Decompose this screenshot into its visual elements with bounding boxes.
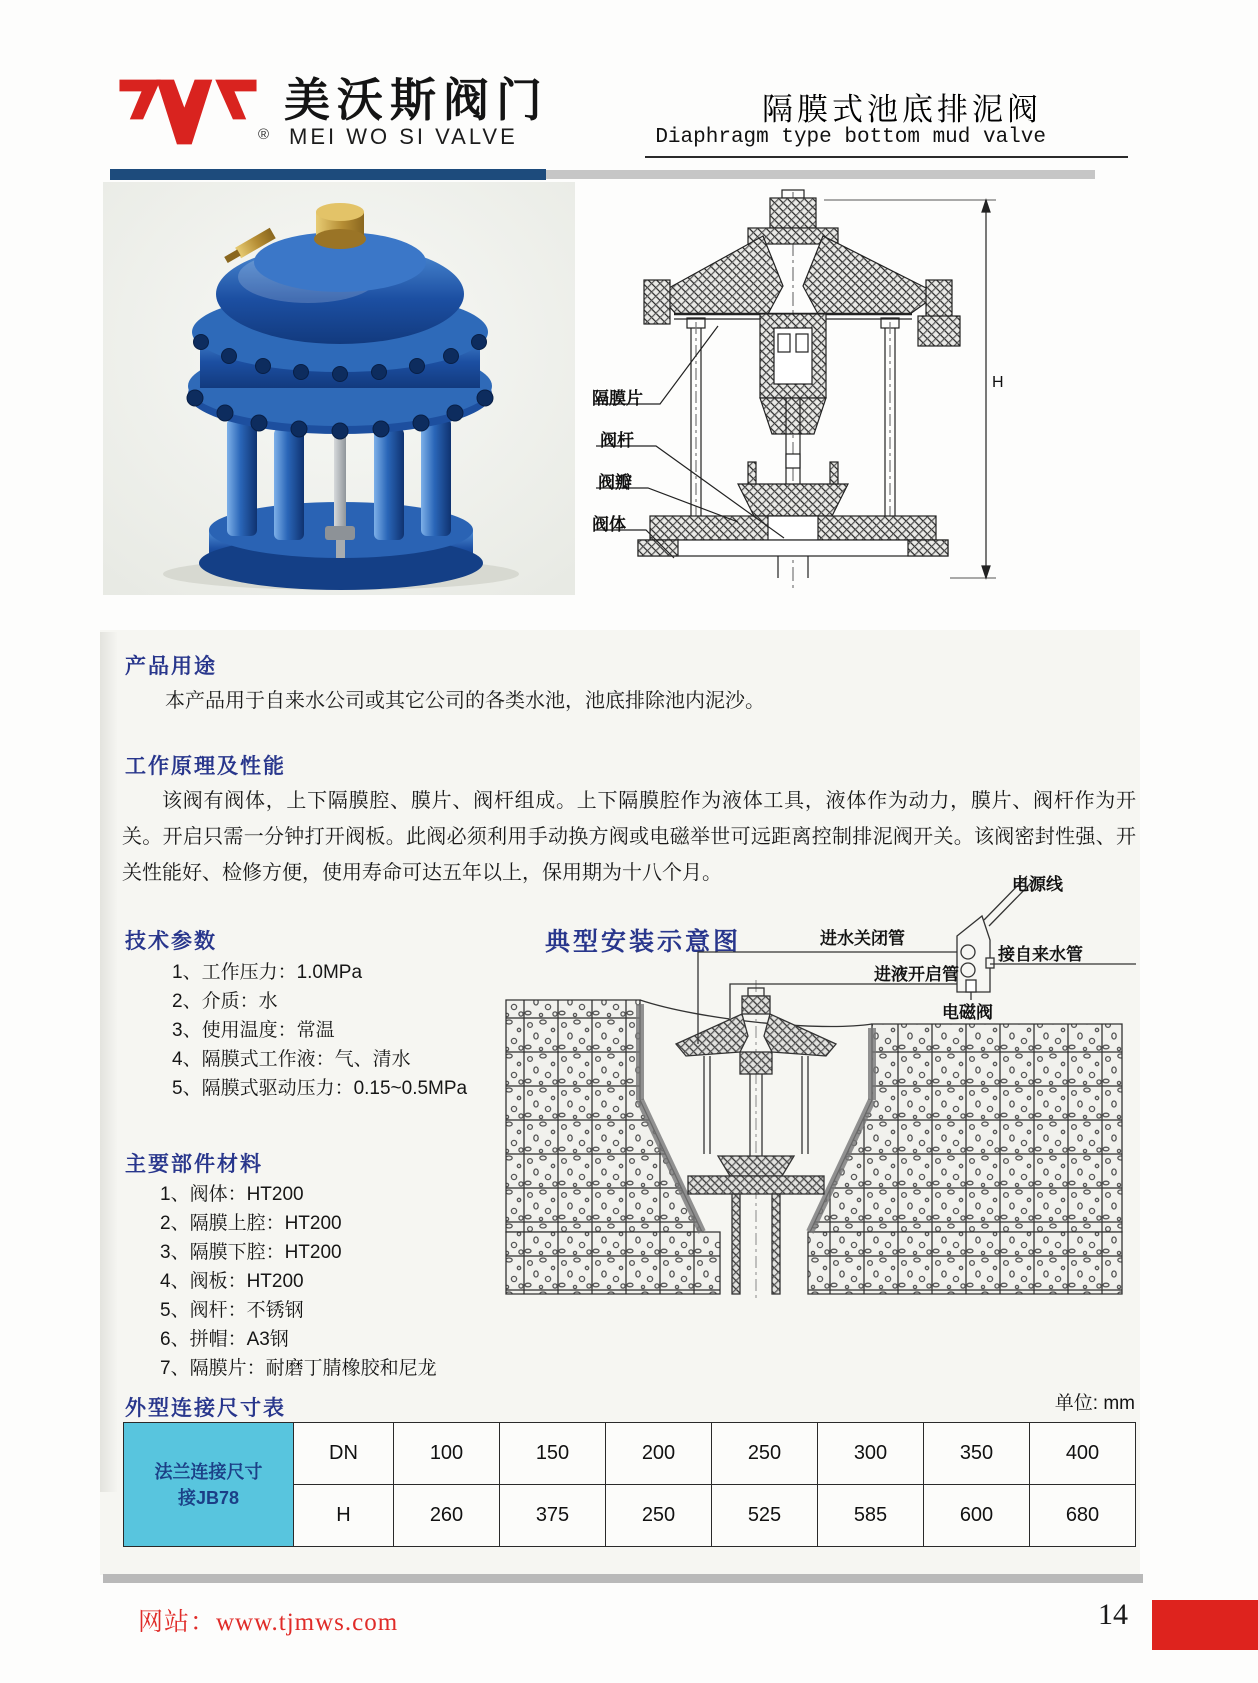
website-url: 网站：www.tjmws.com — [138, 1609, 399, 1636]
drawing-label-body: 阀体 — [592, 515, 626, 534]
list-item: 5、隔膜式驱动压力：0.15~0.5MPa — [172, 1078, 468, 1099]
scan-left-shadow — [100, 632, 118, 1492]
h-label-cell: H — [294, 1485, 394, 1547]
list-item: 5、阀杆：不锈钢 — [160, 1300, 304, 1321]
list-item: 4、隔膜式工作液：气、清水 — [172, 1049, 411, 1070]
section-tech-params-heading: 技术参数 — [125, 930, 217, 953]
dn-value-cell: 250 — [712, 1423, 818, 1485]
section-installation-heading: 典型安装示意图 — [545, 928, 742, 956]
table-row-header — [124, 1423, 294, 1547]
company-name-cn: 美沃斯阀门 — [284, 74, 549, 126]
section-principle-body: 该阀有阀体，上下隔膜腔、膜片、阀杆组成。上下隔膜腔作为液体工具，液体作为动力，膜片、阀杆作为开关。开启只需一分钟打开阀板。此阀必须利用手动换方阀或电磁举世可远距离控制排泥阀开关。该阀密封性强、开关性能好、检修方便，使用寿命可达五年以上，保用期为十八个月。 — [122, 790, 1136, 884]
table-row — [124, 1423, 1136, 1485]
section-materials-heading: 主要部件材料 — [125, 1153, 263, 1176]
dn-value-cell: 200 — [606, 1423, 712, 1485]
list-item: 1、阀体：HT200 — [160, 1184, 304, 1205]
company-logo — [118, 74, 268, 154]
dimension-table — [123, 1422, 1136, 1547]
footer-divider — [103, 1574, 1143, 1583]
materials-list — [160, 1180, 437, 1383]
install-label-power-line: 电源线 — [1012, 875, 1063, 894]
header-gray-bar — [546, 170, 1095, 179]
unit-label: 单位: mm — [1054, 1393, 1135, 1414]
list-item: 1、工作压力：1.0MPa — [172, 962, 363, 983]
row-header-line2: 接JB78 — [177, 1487, 240, 1508]
list-item: 3、隔膜下腔：HT200 — [160, 1242, 342, 1263]
product-title-en: Diaphragm type bottom mud valve — [655, 126, 1046, 149]
drawing-dim-h: H — [992, 374, 1004, 391]
install-label-inlet-close-pipe: 进水关闭管 — [820, 929, 905, 948]
dn-value-cell: 300 — [818, 1423, 924, 1485]
h-value-cell: 260 — [394, 1485, 500, 1547]
dn-value-cell: 150 — [500, 1423, 606, 1485]
h-value-cell: 600 — [924, 1485, 1030, 1547]
product-title-cn: 隔膜式池底排泥阀 — [762, 92, 1042, 127]
h-value-cell: 585 — [818, 1485, 924, 1547]
dn-value-cell: 400 — [1030, 1423, 1136, 1485]
drawing-label-diaphragm: 隔膜片 — [592, 389, 643, 408]
list-item: 2、隔膜上腔：HT200 — [160, 1213, 342, 1234]
dn-value-cell: 350 — [924, 1423, 1030, 1485]
product-photo — [103, 182, 575, 595]
install-label-liquid-open-pipe: 进液开启管 — [874, 965, 959, 984]
section-usage-body: 本产品用于自来水公司或其它公司的各类水池，池底排除池内泥沙。 — [165, 690, 765, 712]
page-number: 14 — [1098, 1598, 1128, 1631]
list-item: 7、隔膜片：耐磨丁腈橡胶和尼龙 — [160, 1358, 437, 1379]
drawing-label-stem: 阀杆 — [600, 431, 634, 450]
technical-drawing — [588, 186, 1012, 596]
h-value-cell: 250 — [606, 1485, 712, 1547]
logo-w-icon — [118, 74, 258, 150]
list-item: 2、介质：水 — [172, 991, 278, 1012]
tech-params-list — [172, 958, 467, 1103]
title-underline — [645, 156, 1128, 158]
h-value-cell: 525 — [712, 1485, 818, 1547]
row-header-line1: 法兰连接尺寸 — [154, 1461, 263, 1482]
footer-red-block — [1152, 1600, 1258, 1650]
install-label-solenoid-valve: 电磁阀 — [942, 1003, 993, 1022]
drawing-label-disc: 阀瓣 — [598, 473, 632, 492]
section-principle-heading: 工作原理及性能 — [125, 755, 286, 778]
h-value-cell: 680 — [1030, 1485, 1136, 1547]
company-name-en: MEI WO SI VALVE — [289, 124, 518, 149]
section-dimension-table-heading: 外型连接尺寸表 — [125, 1397, 286, 1420]
list-item: 4、阀板：HT200 — [160, 1271, 304, 1292]
section-usage-heading: 产品用途 — [125, 655, 217, 678]
h-value-cell: 375 — [500, 1485, 606, 1547]
dn-label-cell: DN — [294, 1423, 394, 1485]
install-label-tap-water-pipe: 接自来水管 — [998, 945, 1083, 964]
list-item: 3、使用温度：常温 — [172, 1020, 335, 1041]
dn-value-cell: 100 — [394, 1423, 500, 1485]
list-item: 6、拼帽：A3钢 — [160, 1329, 289, 1350]
header-navy-bar — [110, 169, 546, 180]
registered-mark: ® — [258, 126, 270, 143]
installation-diagram — [490, 848, 1138, 1310]
